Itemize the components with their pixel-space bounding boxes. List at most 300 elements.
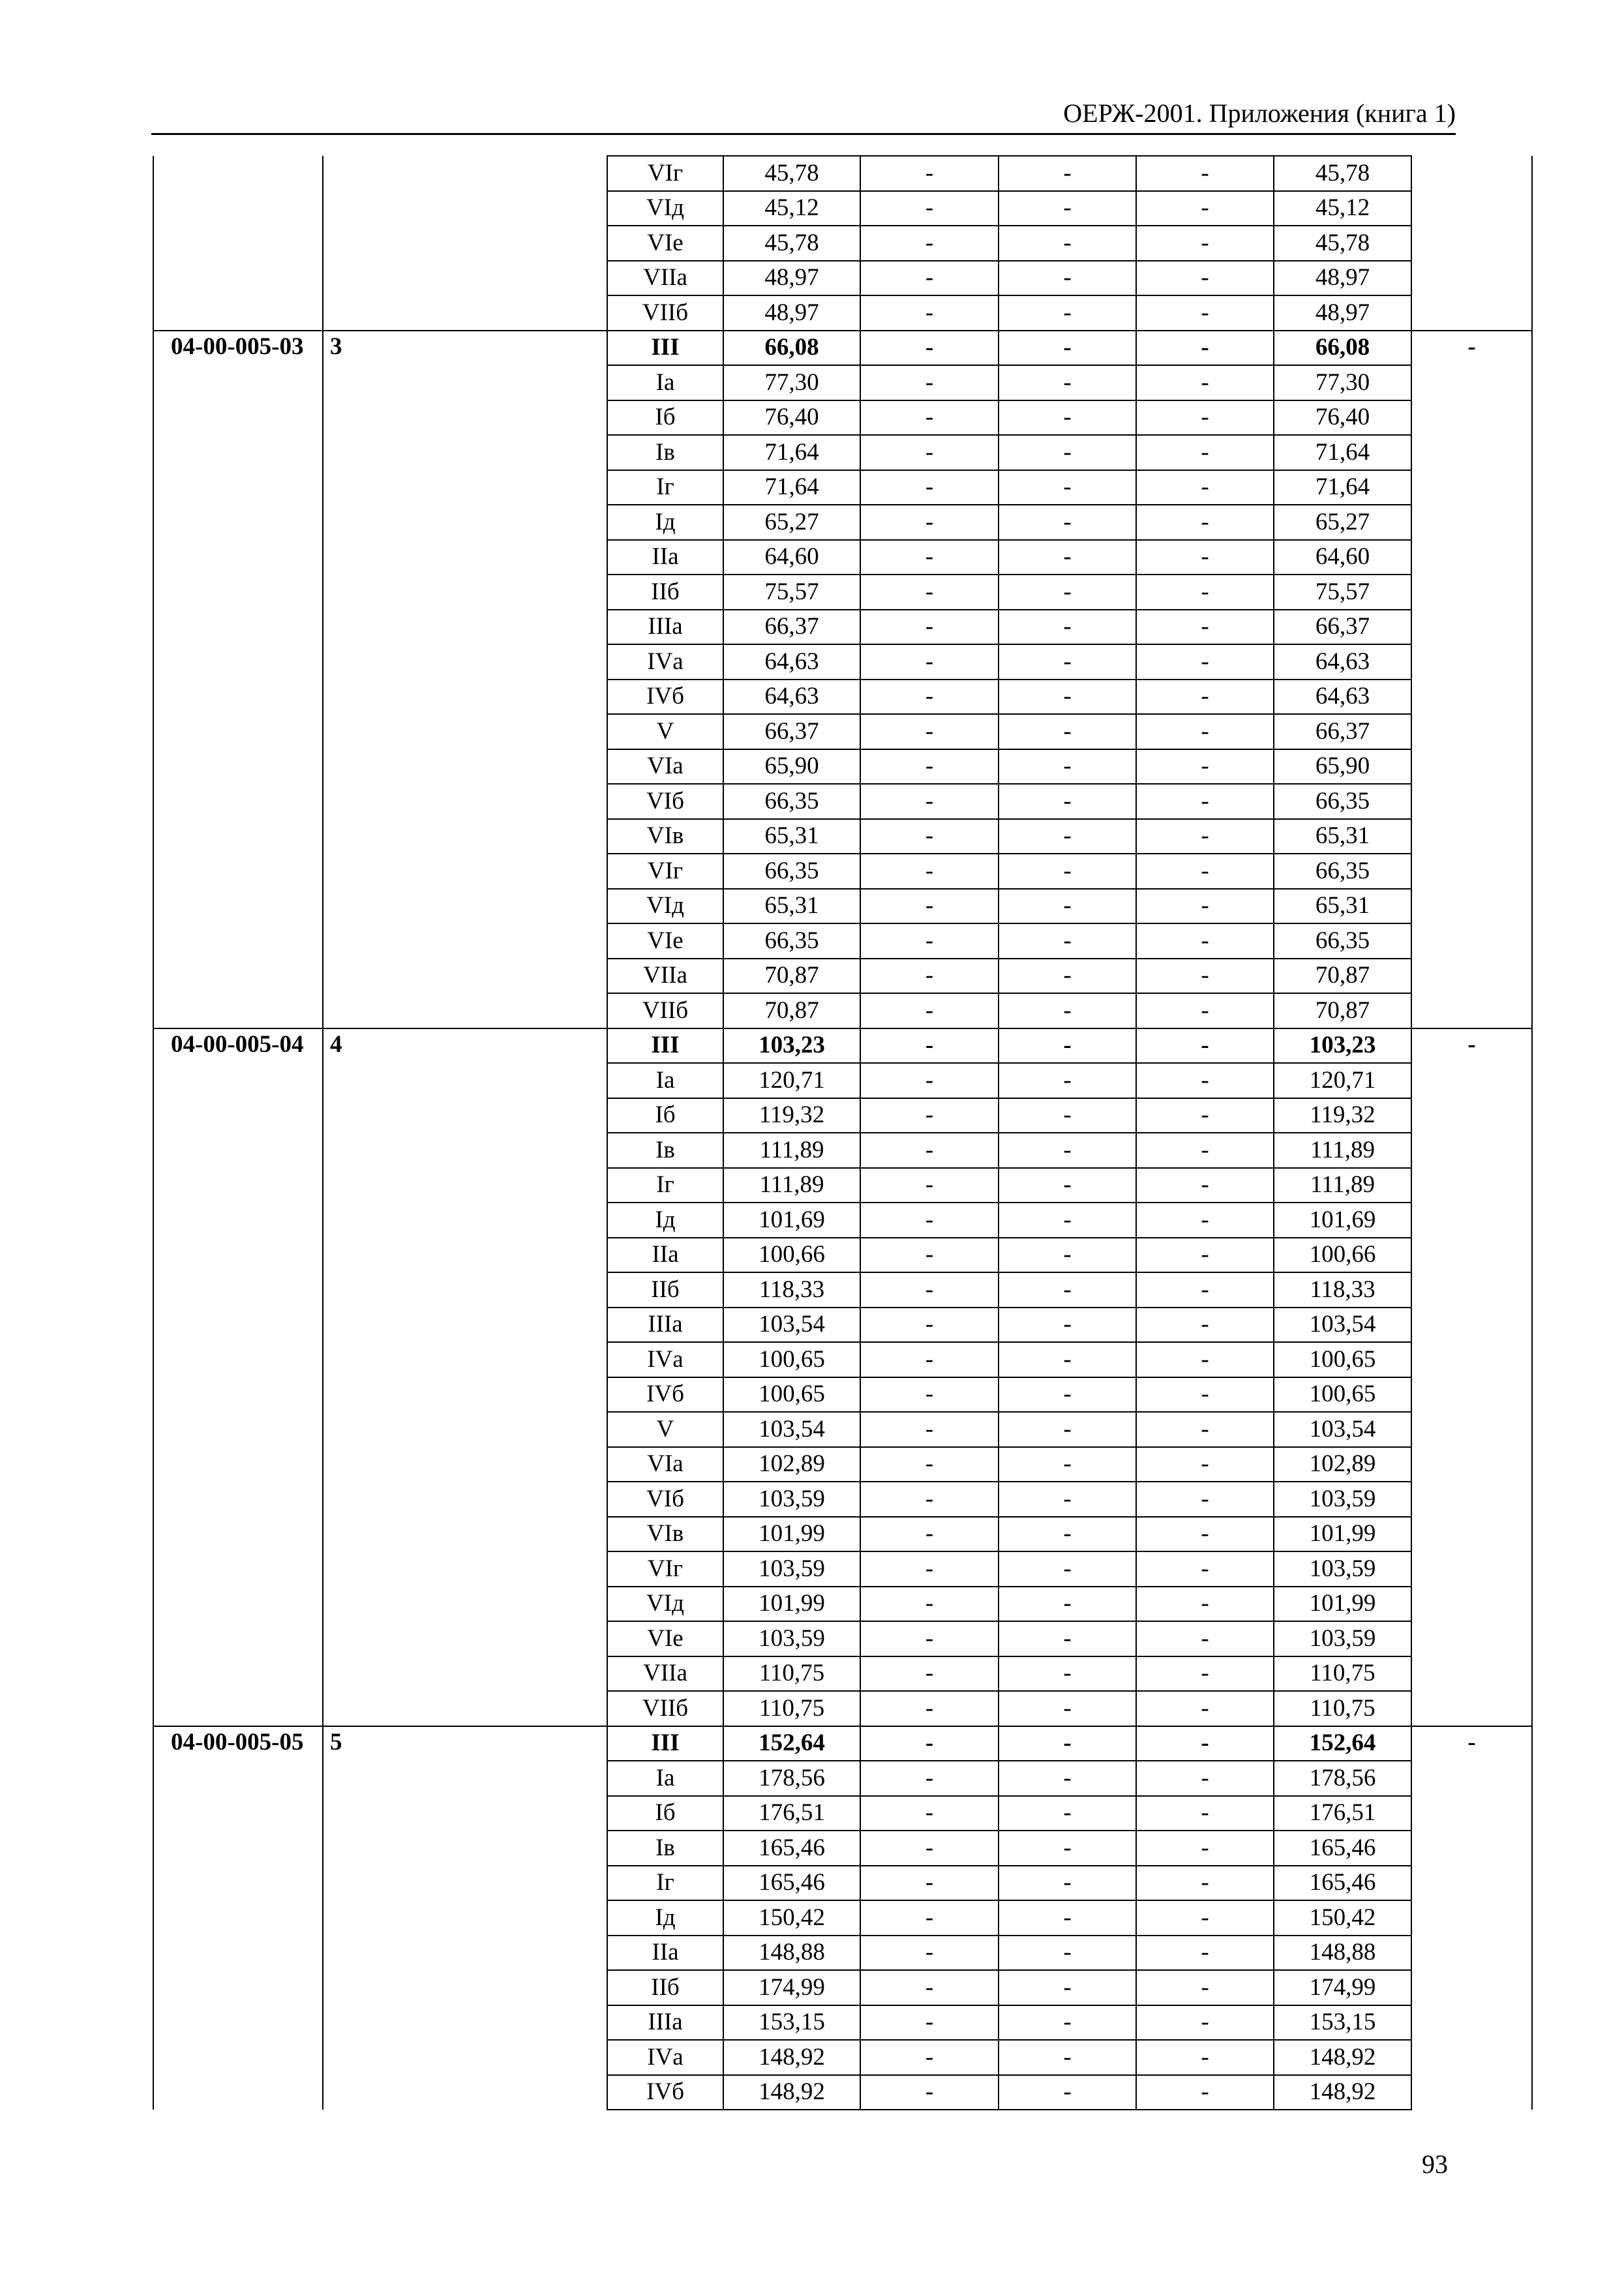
- col4-cell: -: [999, 1621, 1136, 1656]
- total-cell: 148,88: [1274, 1936, 1411, 1971]
- base-rate-cell: 111,89: [723, 1133, 860, 1168]
- zone-cell: Iб: [607, 1098, 723, 1133]
- col5-cell: -: [1136, 714, 1274, 749]
- zone-cell: Iд: [607, 1900, 723, 1936]
- col5-cell: -: [1136, 400, 1274, 436]
- col3-cell: -: [860, 1342, 999, 1377]
- zone-cell: IIб: [607, 1272, 723, 1308]
- col3-cell: -: [860, 435, 999, 470]
- total-cell: 48,97: [1274, 261, 1411, 296]
- col4-cell: -: [999, 1377, 1136, 1413]
- zone-cell: VIа: [607, 1447, 723, 1482]
- zone-cell: VIг: [607, 156, 723, 191]
- col4-cell: -: [999, 1656, 1136, 1692]
- col4-cell: -: [999, 1726, 1136, 1761]
- total-cell: 153,15: [1274, 2005, 1411, 2041]
- col3-cell: -: [860, 156, 999, 191]
- base-rate-cell: 77,30: [723, 365, 860, 400]
- rates-table: [153, 155, 1533, 2110]
- total-cell: 77,30: [1274, 365, 1411, 400]
- zone-cell: IIа: [607, 540, 723, 575]
- zone-cell: V: [607, 714, 723, 749]
- col4-cell: -: [999, 1587, 1136, 1622]
- base-rate-cell: 66,35: [723, 923, 860, 959]
- total-cell: 165,46: [1274, 1866, 1411, 1901]
- col3-cell: -: [860, 1831, 999, 1866]
- base-rate-cell: 101,99: [723, 1587, 860, 1622]
- total-cell: 152,64: [1274, 1726, 1411, 1761]
- zone-cell: VIд: [607, 889, 723, 924]
- base-rate-cell: 148,92: [723, 2075, 860, 2110]
- col5-cell: -: [1136, 1621, 1274, 1656]
- col5-cell: -: [1136, 1656, 1274, 1692]
- base-rate-cell: 66,37: [723, 714, 860, 749]
- zone-cell: Iв: [607, 435, 723, 470]
- base-rate-cell: 70,87: [723, 959, 860, 994]
- total-cell: 71,64: [1274, 470, 1411, 505]
- zone-cell: Iд: [607, 1203, 723, 1238]
- zone-cell: Iа: [607, 365, 723, 400]
- total-cell: 48,97: [1274, 295, 1411, 331]
- base-rate-cell: 64,63: [723, 680, 860, 715]
- col4-cell: -: [999, 1342, 1136, 1377]
- total-cell: 111,89: [1274, 1168, 1411, 1203]
- base-rate-cell: 103,59: [723, 1551, 860, 1587]
- zone-cell: VIд: [607, 1587, 723, 1622]
- col3-cell: -: [860, 923, 999, 959]
- base-rate-cell: 45,78: [723, 226, 860, 261]
- col3-cell: -: [860, 1028, 999, 1064]
- col4-cell: -: [999, 1551, 1136, 1587]
- total-cell: 103,59: [1274, 1551, 1411, 1587]
- base-rate-cell: 178,56: [723, 1761, 860, 1796]
- zone-cell: IIб: [607, 1970, 723, 2005]
- col5-cell: -: [1136, 2040, 1274, 2075]
- item-number-cell: 3: [323, 331, 607, 1028]
- base-rate-cell: 65,90: [723, 749, 860, 785]
- zone-cell: Iб: [607, 400, 723, 436]
- table-row: [153, 156, 1532, 191]
- zone-cell: IIа: [607, 1936, 723, 1971]
- col3-cell: -: [860, 1377, 999, 1413]
- col5-cell: -: [1136, 1168, 1274, 1203]
- item-number-cell: 4: [323, 1028, 607, 1726]
- col4-cell: -: [999, 400, 1136, 436]
- col3-cell: -: [860, 2075, 999, 2110]
- col5-cell: -: [1136, 644, 1274, 680]
- base-rate-cell: 148,92: [723, 2040, 860, 2075]
- total-cell: 119,32: [1274, 1098, 1411, 1133]
- col4-cell: -: [999, 1482, 1136, 1517]
- base-rate-cell: 103,54: [723, 1412, 860, 1447]
- total-cell: 66,37: [1274, 714, 1411, 749]
- base-rate-cell: 66,08: [723, 331, 860, 366]
- base-rate-cell: 64,60: [723, 540, 860, 575]
- base-rate-cell: 75,57: [723, 575, 860, 610]
- col5-cell: -: [1136, 1308, 1274, 1343]
- col5-cell: -: [1136, 889, 1274, 924]
- code-cell: [153, 156, 323, 331]
- zone-cell: Iв: [607, 1831, 723, 1866]
- col5-cell: -: [1136, 1831, 1274, 1866]
- total-cell: 103,54: [1274, 1308, 1411, 1343]
- col5-cell: -: [1136, 575, 1274, 610]
- total-cell: 66,35: [1274, 854, 1411, 889]
- zone-cell: VIе: [607, 226, 723, 261]
- col5-cell: -: [1136, 505, 1274, 540]
- zone-cell: VIв: [607, 1517, 723, 1552]
- col5-cell: -: [1136, 1517, 1274, 1552]
- base-rate-cell: 165,46: [723, 1866, 860, 1901]
- total-cell: 64,63: [1274, 680, 1411, 715]
- document-title: ОЕРЖ-2001. Приложения (книга 1): [1063, 98, 1456, 128]
- col4-cell: -: [999, 889, 1136, 924]
- table-body: [153, 156, 1532, 2110]
- col3-cell: -: [860, 714, 999, 749]
- col3-cell: -: [860, 889, 999, 924]
- col5-cell: -: [1136, 1761, 1274, 1796]
- zone-cell: Iг: [607, 470, 723, 505]
- col4-cell: -: [999, 714, 1136, 749]
- zone-cell: VIIа: [607, 959, 723, 994]
- col3-cell: -: [860, 784, 999, 819]
- total-cell: 76,40: [1274, 400, 1411, 436]
- col5-cell: -: [1136, 1098, 1274, 1133]
- zone-cell: Iд: [607, 505, 723, 540]
- col3-cell: -: [860, 2040, 999, 2075]
- col4-cell: -: [999, 331, 1136, 366]
- base-rate-cell: 48,97: [723, 295, 860, 331]
- col3-cell: -: [860, 1412, 999, 1447]
- col5-cell: -: [1136, 784, 1274, 819]
- zone-cell: VIа: [607, 749, 723, 785]
- col5-cell: -: [1136, 1377, 1274, 1413]
- col4-cell: -: [999, 1691, 1136, 1726]
- zone-cell: III: [607, 1726, 723, 1761]
- col3-cell: -: [860, 1308, 999, 1343]
- col5-cell: -: [1136, 993, 1274, 1028]
- total-cell: 71,64: [1274, 435, 1411, 470]
- col5-cell: -: [1136, 854, 1274, 889]
- total-cell: 64,60: [1274, 540, 1411, 575]
- col4-cell: -: [999, 540, 1136, 575]
- col4-cell: -: [999, 575, 1136, 610]
- col5-cell: -: [1136, 226, 1274, 261]
- zone-cell: IVа: [607, 1342, 723, 1377]
- table-row: [153, 331, 1532, 366]
- col4-cell: -: [999, 854, 1136, 889]
- col3-cell: -: [860, 680, 999, 715]
- col5-cell: -: [1136, 2075, 1274, 2110]
- col4-cell: -: [999, 923, 1136, 959]
- col5-cell: -: [1136, 1796, 1274, 1831]
- col3-cell: -: [860, 1168, 999, 1203]
- col3-cell: -: [860, 400, 999, 436]
- note-cell: -: [1411, 1028, 1532, 1726]
- col5-cell: -: [1136, 1203, 1274, 1238]
- col3-cell: -: [860, 226, 999, 261]
- total-cell: 66,35: [1274, 784, 1411, 819]
- base-rate-cell: 103,23: [723, 1028, 860, 1064]
- col4-cell: -: [999, 1238, 1136, 1273]
- base-rate-cell: 152,64: [723, 1726, 860, 1761]
- base-rate-cell: 66,35: [723, 784, 860, 819]
- zone-cell: VIг: [607, 854, 723, 889]
- zone-cell: VIд: [607, 191, 723, 226]
- total-cell: 165,46: [1274, 1831, 1411, 1866]
- zone-cell: IVб: [607, 2075, 723, 2110]
- table-row: [153, 1028, 1532, 1064]
- col4-cell: -: [999, 2075, 1136, 2110]
- zone-cell: VIIб: [607, 993, 723, 1028]
- col4-cell: -: [999, 470, 1136, 505]
- item-number-cell: 5: [323, 1726, 607, 2110]
- col5-cell: -: [1136, 1866, 1274, 1901]
- total-cell: 45,78: [1274, 226, 1411, 261]
- col5-cell: -: [1136, 156, 1274, 191]
- base-rate-cell: 71,64: [723, 435, 860, 470]
- col3-cell: -: [860, 261, 999, 296]
- col4-cell: -: [999, 1447, 1136, 1482]
- base-rate-cell: 100,65: [723, 1377, 860, 1413]
- col4-cell: -: [999, 365, 1136, 400]
- col5-cell: -: [1136, 1900, 1274, 1936]
- col5-cell: -: [1136, 191, 1274, 226]
- zone-cell: VIIб: [607, 1691, 723, 1726]
- total-cell: 178,56: [1274, 1761, 1411, 1796]
- total-cell: 148,92: [1274, 2075, 1411, 2110]
- col3-cell: -: [860, 1691, 999, 1726]
- col5-cell: -: [1136, 2005, 1274, 2041]
- col4-cell: -: [999, 680, 1136, 715]
- col3-cell: -: [860, 2005, 999, 2041]
- col3-cell: -: [860, 1098, 999, 1133]
- base-rate-cell: 45,12: [723, 191, 860, 226]
- col4-cell: -: [999, 295, 1136, 331]
- base-rate-cell: 120,71: [723, 1063, 860, 1098]
- total-cell: 148,92: [1274, 2040, 1411, 2075]
- code-cell: 04-00-005-03: [153, 331, 323, 1028]
- zone-cell: VIIб: [607, 295, 723, 331]
- base-rate-cell: 103,59: [723, 1621, 860, 1656]
- base-rate-cell: 65,27: [723, 505, 860, 540]
- total-cell: 45,78: [1274, 156, 1411, 191]
- col5-cell: -: [1136, 1482, 1274, 1517]
- base-rate-cell: 100,66: [723, 1238, 860, 1273]
- col3-cell: -: [860, 644, 999, 680]
- col3-cell: -: [860, 365, 999, 400]
- base-rate-cell: 102,89: [723, 1447, 860, 1482]
- base-rate-cell: 153,15: [723, 2005, 860, 2041]
- col4-cell: -: [999, 1098, 1136, 1133]
- col3-cell: -: [860, 505, 999, 540]
- col5-cell: -: [1136, 1726, 1274, 1761]
- total-cell: 66,35: [1274, 923, 1411, 959]
- col5-cell: -: [1136, 1133, 1274, 1168]
- col4-cell: -: [999, 749, 1136, 785]
- base-rate-cell: 101,69: [723, 1203, 860, 1238]
- base-rate-cell: 45,78: [723, 156, 860, 191]
- col4-cell: -: [999, 2040, 1136, 2075]
- total-cell: 65,31: [1274, 819, 1411, 854]
- col3-cell: -: [860, 993, 999, 1028]
- col3-cell: -: [860, 1970, 999, 2005]
- total-cell: 65,31: [1274, 889, 1411, 924]
- col4-cell: -: [999, 1063, 1136, 1098]
- col3-cell: -: [860, 1621, 999, 1656]
- col5-cell: -: [1136, 959, 1274, 994]
- col4-cell: -: [999, 1970, 1136, 2005]
- total-cell: 103,54: [1274, 1412, 1411, 1447]
- col3-cell: -: [860, 191, 999, 226]
- base-rate-cell: 100,65: [723, 1342, 860, 1377]
- col3-cell: -: [860, 1551, 999, 1587]
- col4-cell: -: [999, 191, 1136, 226]
- col3-cell: -: [860, 1796, 999, 1831]
- col3-cell: -: [860, 819, 999, 854]
- col5-cell: -: [1136, 1447, 1274, 1482]
- col4-cell: -: [999, 1936, 1136, 1971]
- zone-cell: VIв: [607, 819, 723, 854]
- zone-cell: IVб: [607, 1377, 723, 1413]
- zone-cell: VIе: [607, 1621, 723, 1656]
- col4-cell: -: [999, 1412, 1136, 1447]
- zone-cell: VIIа: [607, 1656, 723, 1692]
- zone-cell: IIIа: [607, 2005, 723, 2041]
- base-rate-cell: 119,32: [723, 1098, 860, 1133]
- total-cell: 103,23: [1274, 1028, 1411, 1064]
- code-cell: 04-00-005-04: [153, 1028, 323, 1726]
- col3-cell: -: [860, 854, 999, 889]
- zone-cell: VIг: [607, 1551, 723, 1587]
- zone-cell: VIб: [607, 784, 723, 819]
- col4-cell: -: [999, 505, 1136, 540]
- col5-cell: -: [1136, 1028, 1274, 1064]
- col5-cell: -: [1136, 295, 1274, 331]
- col3-cell: -: [860, 1447, 999, 1482]
- col3-cell: -: [860, 575, 999, 610]
- zone-cell: IIIа: [607, 610, 723, 645]
- zone-cell: Iв: [607, 1133, 723, 1168]
- col4-cell: -: [999, 784, 1136, 819]
- col4-cell: -: [999, 1028, 1136, 1064]
- col4-cell: -: [999, 1796, 1136, 1831]
- col5-cell: -: [1136, 365, 1274, 400]
- col3-cell: -: [860, 1866, 999, 1901]
- note-cell: [1411, 156, 1532, 331]
- col3-cell: -: [860, 1272, 999, 1308]
- total-cell: 100,65: [1274, 1342, 1411, 1377]
- col3-cell: -: [860, 1517, 999, 1552]
- col3-cell: -: [860, 1063, 999, 1098]
- col4-cell: -: [999, 1866, 1136, 1901]
- total-cell: 70,87: [1274, 993, 1411, 1028]
- total-cell: 101,99: [1274, 1517, 1411, 1552]
- col5-cell: -: [1136, 1238, 1274, 1273]
- col3-cell: -: [860, 1238, 999, 1273]
- col5-cell: -: [1136, 261, 1274, 296]
- zone-cell: IVа: [607, 2040, 723, 2075]
- col5-cell: -: [1136, 331, 1274, 366]
- col3-cell: -: [860, 1761, 999, 1796]
- col5-cell: -: [1136, 1272, 1274, 1308]
- col5-cell: -: [1136, 923, 1274, 959]
- col3-cell: -: [860, 1587, 999, 1622]
- note-cell: -: [1411, 331, 1532, 1028]
- base-rate-cell: 71,64: [723, 470, 860, 505]
- col5-cell: -: [1136, 1936, 1274, 1971]
- zone-cell: Iа: [607, 1063, 723, 1098]
- col5-cell: -: [1136, 1551, 1274, 1587]
- total-cell: 65,27: [1274, 505, 1411, 540]
- zone-cell: V: [607, 1412, 723, 1447]
- col4-cell: -: [999, 1900, 1136, 1936]
- col4-cell: -: [999, 1761, 1136, 1796]
- total-cell: 176,51: [1274, 1796, 1411, 1831]
- col4-cell: -: [999, 993, 1136, 1028]
- col5-cell: -: [1136, 749, 1274, 785]
- base-rate-cell: 66,37: [723, 610, 860, 645]
- zone-cell: IVа: [607, 644, 723, 680]
- col5-cell: -: [1136, 1063, 1274, 1098]
- base-rate-cell: 103,59: [723, 1482, 860, 1517]
- base-rate-cell: 65,31: [723, 889, 860, 924]
- col3-cell: -: [860, 959, 999, 994]
- col4-cell: -: [999, 261, 1136, 296]
- col5-cell: -: [1136, 610, 1274, 645]
- zone-cell: IIа: [607, 1238, 723, 1273]
- total-cell: 150,42: [1274, 1900, 1411, 1936]
- total-cell: 120,71: [1274, 1063, 1411, 1098]
- col3-cell: -: [860, 540, 999, 575]
- col5-cell: -: [1136, 680, 1274, 715]
- total-cell: 118,33: [1274, 1272, 1411, 1308]
- col5-cell: -: [1136, 1970, 1274, 2005]
- col5-cell: -: [1136, 540, 1274, 575]
- col4-cell: -: [999, 1133, 1136, 1168]
- base-rate-cell: 148,88: [723, 1936, 860, 1971]
- col4-cell: -: [999, 1517, 1136, 1552]
- col3-cell: -: [860, 1203, 999, 1238]
- base-rate-cell: 66,35: [723, 854, 860, 889]
- col3-cell: -: [860, 1936, 999, 1971]
- col5-cell: -: [1136, 470, 1274, 505]
- code-cell: 04-00-005-05: [153, 1726, 323, 2110]
- base-rate-cell: 101,99: [723, 1517, 860, 1552]
- base-rate-cell: 111,89: [723, 1168, 860, 1203]
- col4-cell: -: [999, 226, 1136, 261]
- base-rate-cell: 65,31: [723, 819, 860, 854]
- col3-cell: -: [860, 331, 999, 366]
- col3-cell: -: [860, 1656, 999, 1692]
- col3-cell: -: [860, 1726, 999, 1761]
- col4-cell: -: [999, 610, 1136, 645]
- col4-cell: -: [999, 644, 1136, 680]
- zone-cell: VIIа: [607, 261, 723, 296]
- col5-cell: -: [1136, 1342, 1274, 1377]
- col4-cell: -: [999, 1203, 1136, 1238]
- page-number: 93: [1422, 2149, 1448, 2179]
- total-cell: 103,59: [1274, 1482, 1411, 1517]
- item-number-cell: [323, 156, 607, 331]
- table-row: [153, 1726, 1532, 1761]
- zone-cell: VIе: [607, 923, 723, 959]
- base-rate-cell: 76,40: [723, 400, 860, 436]
- total-cell: 102,89: [1274, 1447, 1411, 1482]
- base-rate-cell: 118,33: [723, 1272, 860, 1308]
- total-cell: 100,65: [1274, 1377, 1411, 1413]
- base-rate-cell: 103,54: [723, 1308, 860, 1343]
